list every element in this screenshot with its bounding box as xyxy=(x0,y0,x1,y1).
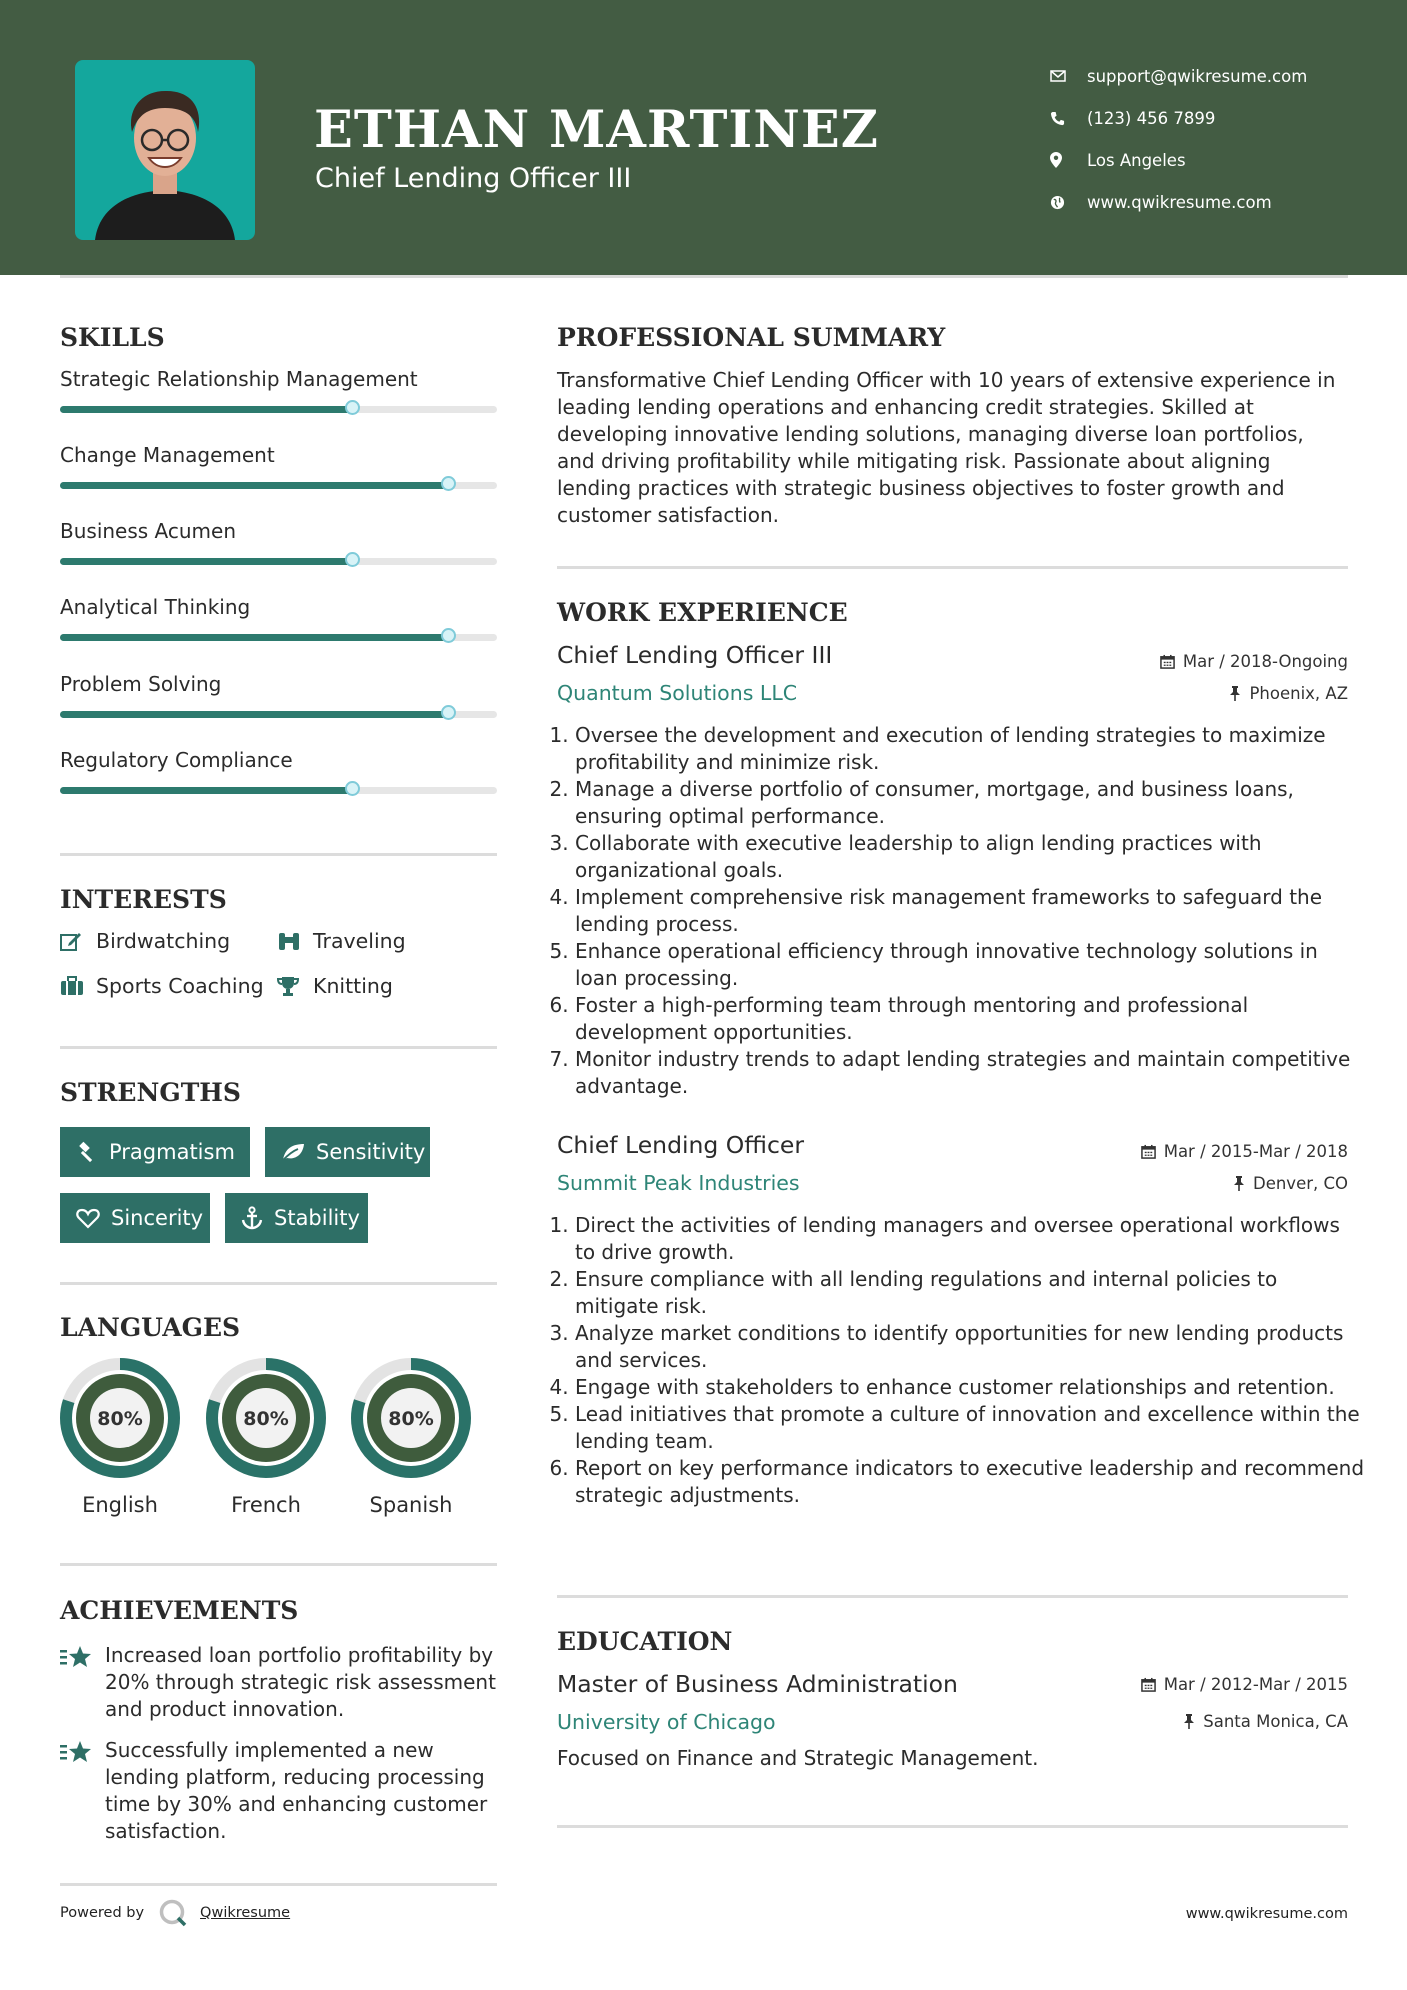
language-percent: 80% xyxy=(388,1408,434,1430)
calendar-icon xyxy=(1141,1677,1156,1692)
language-percent: 80% xyxy=(97,1408,143,1430)
degree-title: Master of Business Administration xyxy=(557,1670,958,1698)
gavel-icon xyxy=(76,1141,98,1163)
strength-chip xyxy=(60,1193,210,1243)
strength-label: Sensitivity xyxy=(316,1140,426,1164)
skill-knob xyxy=(345,400,360,415)
star-list-icon xyxy=(60,1642,105,1723)
achievement-item xyxy=(60,1642,500,1723)
job-duty: 5. Enhance operational efficiency through innovative technology solutions in loan processing. xyxy=(575,938,1365,992)
company-name: Quantum Solutions LLC xyxy=(557,681,798,705)
skill-track xyxy=(60,406,497,413)
skill-item xyxy=(60,595,497,655)
language-donut xyxy=(59,1357,181,1479)
job-dates xyxy=(1141,1142,1348,1161)
language-donut xyxy=(350,1357,472,1479)
skill-item xyxy=(60,672,497,732)
leaf-icon xyxy=(281,1142,305,1162)
strength-chip xyxy=(225,1193,368,1243)
achievements-heading: ACHIEVEMENTS xyxy=(60,1596,299,1625)
contact-website-text: www.qwikresume.com xyxy=(1087,192,1272,212)
summary-text: Transformative Chief Lending Officer with 10 years of extensive experience in leading lending operations and enhancing credit strategies. Skilled at developing innovative lending solutions, managing diverse loan portfolios, and driving profitability while mitigating risk. Passionate about aligning lending practices with strategic business objectives to foster growth and customer satisfaction. xyxy=(557,368,1336,527)
education-description: Focused on Finance and Strategic Management. xyxy=(557,1746,1039,1770)
education-location-text: Santa Monica, CA xyxy=(1203,1712,1348,1731)
skill-fill xyxy=(60,711,449,718)
powered-by-text: Powered by xyxy=(60,1905,145,1921)
skill-name: Business Acumen xyxy=(60,519,237,543)
interest-label: Birdwatching xyxy=(96,929,231,953)
heart-icon xyxy=(76,1208,100,1229)
skill-fill xyxy=(60,787,353,794)
company-name: Summit Peak Industries xyxy=(557,1171,800,1195)
language-name: Spanish xyxy=(369,1493,453,1517)
achievement-item xyxy=(60,1737,500,1845)
job-duty: 6. Foster a high-performing team through mentoring and professional development opportunities. xyxy=(575,992,1365,1046)
job-dates xyxy=(1160,652,1348,671)
section-divider xyxy=(60,1282,497,1285)
job-duties xyxy=(551,1212,1365,1509)
strengths-heading: STRENGTHS xyxy=(60,1078,241,1107)
school-name: University of Chicago xyxy=(557,1710,776,1734)
summary-heading: PROFESSIONAL SUMMARY xyxy=(557,323,946,352)
languages-heading: LANGUAGES xyxy=(60,1313,241,1342)
calendar-icon xyxy=(1160,654,1175,669)
job-duty: 1. Direct the activities of lending managers and oversee operational workflows to drive growth. xyxy=(575,1212,1365,1266)
interests-heading: INTERESTS xyxy=(60,885,227,914)
profile-photo xyxy=(75,60,255,240)
contact-email-text: support@qwikresume.com xyxy=(1087,66,1308,86)
skill-fill xyxy=(60,482,449,489)
section-divider xyxy=(60,1563,497,1566)
skill-knob xyxy=(441,705,456,720)
contact-location-text: Los Angeles xyxy=(1087,150,1186,170)
job-location xyxy=(1229,684,1348,703)
pushpin-icon xyxy=(1233,1176,1245,1191)
qwikresume-link[interactable]: Qwikresume xyxy=(200,1905,291,1921)
language-item xyxy=(205,1357,327,1517)
skill-knob xyxy=(441,628,456,643)
section-divider xyxy=(60,1046,497,1049)
language-name: French xyxy=(231,1493,301,1517)
strength-chip xyxy=(60,1127,250,1177)
pushpin-icon xyxy=(1229,686,1241,701)
strength-label: Sincerity xyxy=(111,1206,204,1230)
education-dates-text: Mar / 2012-Mar / 2015 xyxy=(1163,1675,1348,1694)
skill-name: Change Management xyxy=(60,443,275,467)
strength-label: Stability xyxy=(274,1206,360,1230)
skill-name: Strategic Relationship Management xyxy=(60,367,418,391)
interest-item xyxy=(60,929,230,953)
skill-item xyxy=(60,519,497,579)
job-duty: 3. Analyze market conditions to identify opportunities for new lending products and services. xyxy=(575,1320,1365,1374)
education-location xyxy=(1183,1712,1348,1731)
binoculars-icon xyxy=(277,931,313,951)
skill-track xyxy=(60,482,497,489)
contact-phone-text: (123) 456 7899 xyxy=(1087,108,1216,128)
job-duty: 4. Implement comprehensive risk management frameworks to safeguard the lending process. xyxy=(575,884,1365,938)
job-duty: 3. Collaborate with executive leadership to align lending practices with organizational goals. xyxy=(575,830,1365,884)
envelope-icon xyxy=(1050,70,1087,82)
strength-label: Pragmatism xyxy=(109,1140,235,1164)
experience-heading: WORK EXPERIENCE xyxy=(557,598,848,627)
language-item xyxy=(59,1357,181,1517)
calendar-icon xyxy=(1141,1144,1156,1159)
interest-item xyxy=(60,974,264,998)
star-list-icon xyxy=(60,1737,105,1845)
job-duty: 6. Report on key performance indicators to executive leadership and recommend strategic adjustments. xyxy=(575,1455,1365,1509)
skill-item xyxy=(60,367,497,427)
skill-track xyxy=(60,711,497,718)
briefcase-icon xyxy=(60,976,96,996)
contact-phone[interactable] xyxy=(1050,97,1307,139)
skill-name: Analytical Thinking xyxy=(60,595,251,619)
contact-list xyxy=(1050,55,1307,223)
contact-email[interactable] xyxy=(1050,55,1307,97)
skill-item xyxy=(60,748,497,808)
interest-item xyxy=(277,929,406,953)
achievement-text: Increased loan portfolio profitability by 20% through strategic risk assessment and product innovation. xyxy=(105,1643,496,1721)
language-percent: 80% xyxy=(243,1408,289,1430)
section-divider xyxy=(557,1595,1348,1598)
job-duty: 2. Ensure compliance with all lending regulations and internal policies to mitigate risk. xyxy=(575,1266,1365,1320)
globe-icon xyxy=(1050,195,1087,210)
skill-track xyxy=(60,787,497,794)
skill-name: Problem Solving xyxy=(60,672,222,696)
interest-item xyxy=(277,974,393,998)
section-divider xyxy=(60,1883,497,1886)
footer-website[interactable]: www.qwikresume.com xyxy=(1185,1906,1348,1922)
pushpin-icon xyxy=(1183,1714,1195,1729)
job-duty: 2. Manage a diverse portfolio of consumer, mortgage, and business loans, ensuring optimal performance. xyxy=(575,776,1365,830)
qwikresume-logo-icon xyxy=(158,1898,188,1928)
skill-name: Regulatory Compliance xyxy=(60,748,293,772)
job-location-text: Phoenix, AZ xyxy=(1249,684,1348,703)
section-divider xyxy=(557,1825,1348,1828)
candidate-name: ETHAN MARTINEZ xyxy=(314,100,879,160)
job-duty: 7. Monitor industry trends to adapt lending strategies and maintain competitive advantage. xyxy=(575,1046,1365,1100)
language-donut xyxy=(205,1357,327,1479)
footer-powered-by xyxy=(60,1898,290,1928)
contact-website[interactable] xyxy=(1050,181,1307,223)
job-dates-text: Mar / 2018-Ongoing xyxy=(1182,652,1348,671)
trophy-icon xyxy=(277,976,313,996)
skills-heading: SKILLS xyxy=(60,323,165,352)
section-divider xyxy=(60,853,497,856)
skill-knob xyxy=(345,781,360,796)
contact-location xyxy=(1050,139,1307,181)
job-duties xyxy=(551,722,1365,1100)
job-location-text: Denver, CO xyxy=(1252,1174,1348,1193)
skill-track xyxy=(60,634,497,641)
achievement-text: Successfully implemented a new lending platform, reducing processing time by 30% and enhancing customer satisfaction. xyxy=(105,1738,488,1843)
language-item xyxy=(350,1357,472,1517)
skill-knob xyxy=(441,476,456,491)
map-pin-icon xyxy=(1050,152,1087,168)
skill-knob xyxy=(345,552,360,567)
job-duty: 1. Oversee the development and execution of lending strategies to maximize profitability and minimize risk. xyxy=(575,722,1365,776)
language-name: English xyxy=(82,1493,158,1517)
education-heading: EDUCATION xyxy=(557,1627,733,1656)
section-divider xyxy=(557,566,1348,569)
job-title: Chief Lending Officer III xyxy=(557,641,833,669)
job-title: Chief Lending Officer xyxy=(557,1131,805,1159)
phone-icon xyxy=(1050,111,1087,126)
edit-icon xyxy=(60,931,96,951)
interest-label: Traveling xyxy=(313,929,406,953)
skill-track xyxy=(60,558,497,565)
skill-fill xyxy=(60,406,353,413)
header-divider xyxy=(60,275,1348,278)
skill-fill xyxy=(60,634,449,641)
interest-label: Sports Coaching xyxy=(96,974,264,998)
job-duty: 4. Engage with stakeholders to enhance customer relationships and retention. xyxy=(575,1374,1365,1401)
job-duty: 5. Lead initiatives that promote a culture of innovation and excellence within the lending team. xyxy=(575,1401,1365,1455)
interest-label: Knitting xyxy=(313,974,393,998)
job-location xyxy=(1233,1174,1348,1193)
education-dates xyxy=(1141,1675,1348,1694)
skill-fill xyxy=(60,558,353,565)
job-dates-text: Mar / 2015-Mar / 2018 xyxy=(1163,1142,1348,1161)
skill-item xyxy=(60,443,497,503)
strength-chip xyxy=(265,1127,430,1177)
candidate-title: Chief Lending Officer III xyxy=(315,163,632,194)
anchor-icon xyxy=(241,1206,263,1230)
